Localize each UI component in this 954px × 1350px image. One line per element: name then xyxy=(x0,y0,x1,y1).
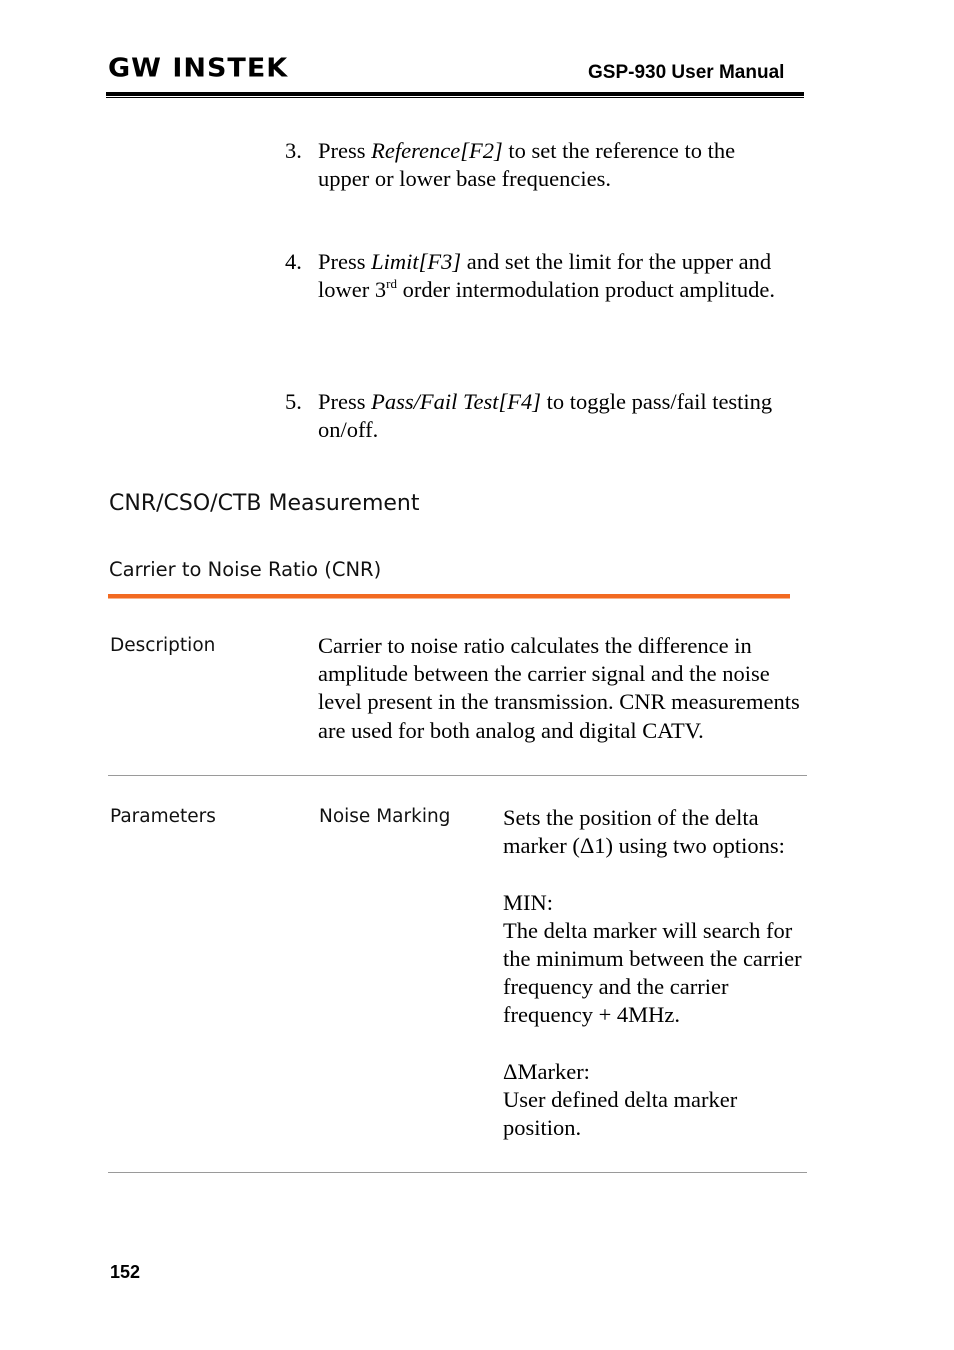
parameter-name: Noise Marking xyxy=(319,806,451,827)
step-number: 4. xyxy=(285,249,302,274)
option-delta-marker-title: ΔMarker: xyxy=(503,1058,590,1084)
option-delta-marker-text: User defined delta marker position. xyxy=(503,1087,738,1141)
manual-title: GSP-930 User Manual xyxy=(588,62,785,83)
description-label: Description xyxy=(110,635,216,656)
step-text: Press Pass/Fail Test[F4] to toggle pass/fail testing on/off. xyxy=(318,389,773,443)
description-text: Carrier to noise ratio calculates the difference in amplitude between the carrier signal and the noise level present in the transmission. CNR measurements are used for both analog and digital CATV. xyxy=(318,633,800,743)
softkey-pass-fail-test: Pass/Fail Test[F4] xyxy=(371,389,541,414)
step-text: Press Reference[F2] to set the reference to the upper or lower base frequencies. xyxy=(318,138,736,192)
softkey-limit: Limit[F3] xyxy=(371,249,462,274)
subsection-title: Carrier to Noise Ratio (CNR) xyxy=(109,558,382,581)
option-min-text: The delta marker will search for the minimum between the carrier frequency and the carrier frequency + 4MHz. xyxy=(503,917,802,1028)
header-rule xyxy=(106,92,804,96)
step-number: 3. xyxy=(285,138,302,163)
section-accent-rule-shade xyxy=(108,598,790,599)
step-text: Press Limit[F3] and set the limit for the upper and lower 3rd order intermodulation product amplitude. xyxy=(318,249,775,303)
page-number: 152 xyxy=(110,1262,141,1282)
header-rule-thin xyxy=(106,97,804,98)
option-min-title: MIN: xyxy=(503,889,553,915)
table-row-divider xyxy=(108,775,807,776)
table-row-divider xyxy=(108,1172,807,1173)
step-number: 5. xyxy=(285,389,302,414)
softkey-reference: Reference[F2] xyxy=(371,138,503,163)
parameter-description xyxy=(503,804,803,1142)
section-title: CNR/CSO/CTB Measurement xyxy=(109,491,420,516)
gw-instek-logo: GW INSTEK xyxy=(108,53,289,84)
parameter-intro: Sets the position of the delta marker (Δ1) using two options: xyxy=(503,805,785,859)
parameters-label: Parameters xyxy=(110,806,216,827)
